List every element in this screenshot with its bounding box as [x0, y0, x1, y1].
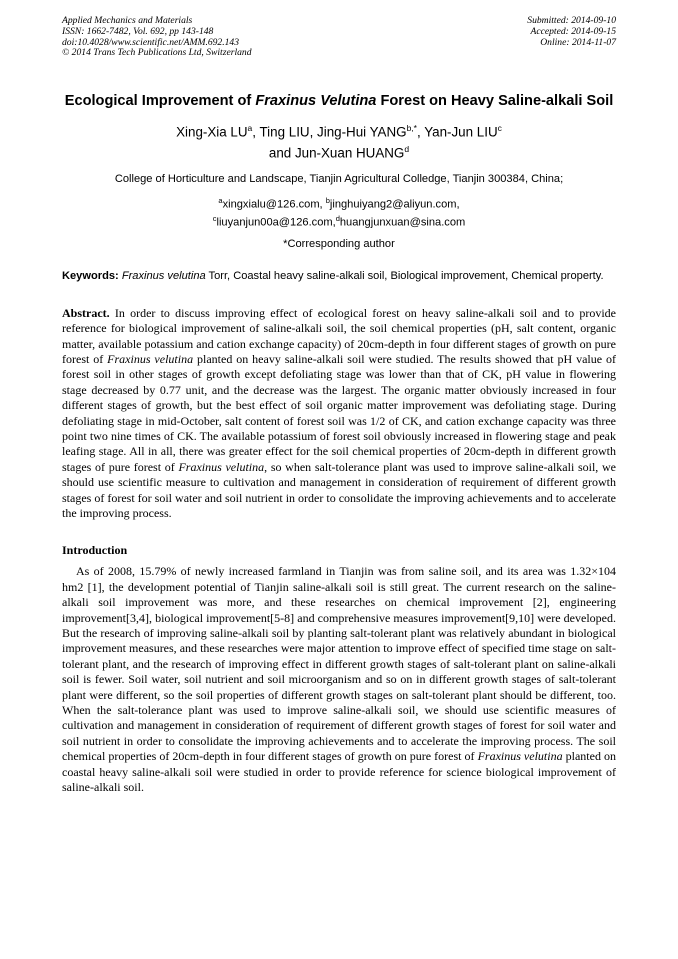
- intro-species: Fraxinus velutina: [477, 749, 563, 764]
- author-line-2: [62, 141, 616, 162]
- author-sup: c: [497, 123, 502, 133]
- email-sup: b: [325, 195, 330, 205]
- journal-name: Applied Mechanics and Materials: [62, 15, 193, 26]
- keywords-text: Torr, Coastal heavy saline-alkali soil, Biological improvement, Chemical property.: [205, 270, 604, 283]
- email-sup: a: [218, 195, 223, 205]
- author-sup: d: [404, 143, 410, 154]
- author-sup: a: [247, 123, 253, 133]
- email-address[interactable]: huangjunxuan@sina.com: [339, 216, 466, 229]
- email-line-2: [62, 212, 616, 230]
- email-address[interactable]: xingxialu@126.com,: [222, 198, 326, 211]
- title-part1: Ecological Improvement of: [64, 93, 256, 109]
- keywords: [62, 269, 616, 283]
- email-address[interactable]: jinghuiyang2@aliyun.com,: [329, 198, 460, 211]
- introduction-heading: Introduction: [62, 543, 128, 558]
- email-address[interactable]: liuyanjun00a@126.com,: [216, 216, 336, 229]
- title-part2: Forest on Heavy Saline-alkali Soil: [376, 93, 614, 109]
- journal-info: [62, 16, 252, 59]
- abstract-species: Fraxinus velutina: [178, 459, 265, 474]
- date-submitted: Submitted: 2014-09-10: [527, 15, 616, 26]
- keywords-label: Keywords:: [62, 270, 119, 283]
- author-list: [62, 120, 616, 162]
- abstract: [62, 306, 616, 522]
- journal-doi[interactable]: doi:10.4028/www.scientific.net/AMM.692.143: [62, 36, 240, 48]
- title-species: Fraxinus Velutina: [255, 93, 377, 109]
- paper-title: [62, 92, 616, 110]
- journal-copyright: © 2014 Trans Tech Publications Ltd, Switzerland: [62, 47, 252, 59]
- corresponding-note: *Corresponding author: [283, 238, 395, 251]
- intro-text: planted on coastal heavy saline-alkali soil were studied in order to provide reference for science biological improvement of saline-alkali soil.: [62, 749, 616, 795]
- author-name: , Yan-Jun LIU: [417, 124, 498, 140]
- abstract-label: Abstract.: [62, 305, 110, 320]
- affiliation: College of Horticulture and Landscape, Tianjin Agricultural Colledge, Tianjin 300384, China;: [114, 172, 564, 185]
- journal-issn: ISSN: 1662-7482, Vol. 692, pp 143-148: [62, 25, 214, 37]
- abstract-text: , so when salt-tolerance plant was used to improve saline-alkali soil, we should use scientific measure to cultivation and management in consideration of requirement of different growth stages of forest for soil water and soil nutrient in order to consolidate the improving achievements and to accelerate the improving process.: [62, 459, 616, 520]
- abstract-text: In order to discuss improving effect of ecological forest on heavy saline-alkali soil and to provide reference for biological improvement of saline-alkali soil, the soil chemical properties (pH, salt content, organic matter, available potassium and cation exchange capacity) of 20cm-depth in four different stages of growth on pure forest of: [62, 305, 616, 366]
- abstract-text: planted on heavy saline-alkali soil were studied. The results showed that pH value of forest soil in other stages of growth except defoliating stage was lower than that of CK, pH value in flowering stage decreased by 0.77 unit, and the decrease was the largest. The organic matter obviously increased in four different stages of growth, but the best effect of soil organic matter improvement was defoliating stage. During defoliating stage in mid-October, salt content of forest soil was 1/2 of CK, and cation exchange capacity was three point two nine times of CK. The available potassium of forest soil obviously increased in flowering stage and peak leafing stage. All in all, there was greater effect for the soil chemical properties of 20cm-depth in different growth stages of pure forest of: [62, 351, 616, 474]
- email-sup: d: [335, 213, 340, 223]
- journal-header: [62, 16, 616, 64]
- date-accepted: Accepted: 2014-09-15: [530, 25, 616, 37]
- author-emails: [62, 194, 616, 229]
- email-line-1: [62, 194, 616, 212]
- author-name: and Jun-Xuan HUANG: [268, 145, 405, 161]
- author-sup: b,*: [406, 123, 417, 133]
- introduction-body: [62, 564, 616, 795]
- journal-dates: [527, 16, 616, 48]
- abstract-species: Fraxinus velutina: [107, 351, 194, 366]
- date-online: Online: 2014-11-07: [540, 36, 616, 48]
- author-name: , Ting LIU, Jing-Hui YANG: [252, 124, 407, 140]
- author-line-1: [62, 120, 616, 141]
- email-sup: c: [212, 213, 217, 223]
- author-name: Xing-Xia LU: [176, 124, 248, 140]
- intro-text: As of 2008, 15.79% of newly increased farmland in Tianjin was from saline soil, and its area was 1.32×104 hm2 [1], the development potential of Tianjin saline-alkali soil is still great. The current research on the saline-alkali soil improvement was more, and these researches on chemical improvement [2], engineering improvement[3,4], biological improvement[5-8] and comprehensive measures improvement[9,10] were developed. But the research of improving saline-alkali soil by planting salt-tolerant plant was relatively abundant in biological improvement measures, and these researches were major attention to improve effect of specified time stage on salt-tolerant plant, and the research of improving effect in different growth stages of salt-tolerant plant on saline-alkali soil is fewer. Soil water, soil nutrient and soil microorganism and so on in different growth stages of salt-tolerant plant were different, so the soil properties of different growth stages on salt-tolerant plant should be different, too. When the salt-tolerance plant was used to improve saline-alkali soil, we should use scientific measures of cultivation and management in consideration of requirement of different growth stages of forest for soil water and soil nutrient in order to consolidate the improving achievements and to accelerate the improving process. The soil chemical properties of 20cm-depth in four different stages of growth on pure forest of: [62, 564, 616, 764]
- keywords-species: Fraxinus velutina: [121, 270, 206, 283]
